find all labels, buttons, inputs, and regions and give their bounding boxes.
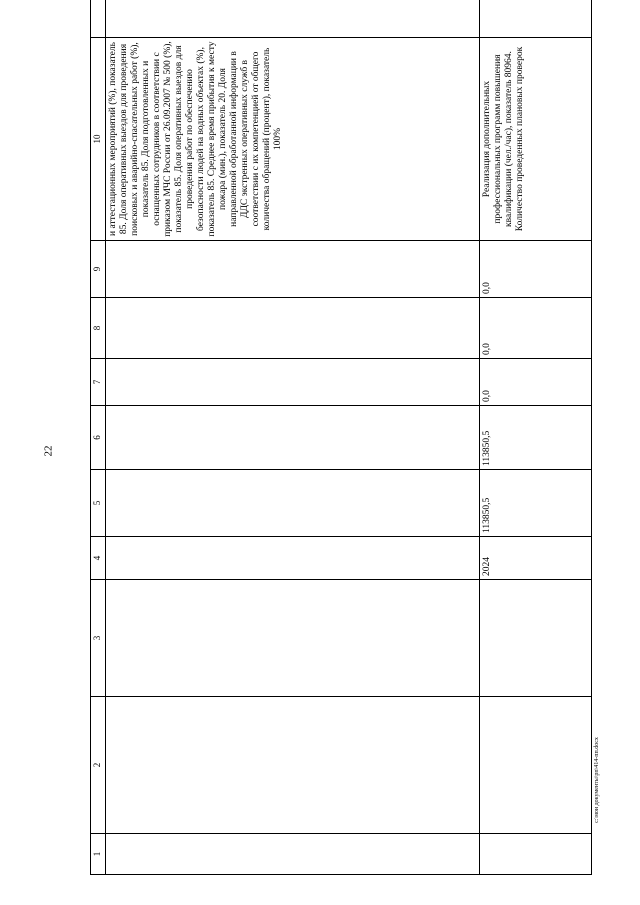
value-cell-7: 0,0 xyxy=(480,359,592,406)
table-row-2 xyxy=(480,0,592,875)
col-header-2: 2 xyxy=(91,697,106,834)
value-cell-9: 0,0 xyxy=(480,241,592,298)
col-header-9: 9 xyxy=(91,241,106,298)
col-header-4: 4 xyxy=(91,537,106,580)
cell xyxy=(106,298,480,359)
cell xyxy=(480,697,592,834)
file-path-footer: c:\мои документы\рп\414-пп.docx xyxy=(594,737,600,823)
cell xyxy=(106,359,480,406)
col-header-5: 5 xyxy=(91,470,106,537)
rotated-table-frame xyxy=(90,20,592,875)
col-header-6: 6 xyxy=(91,406,106,470)
budget-cell: 113850,5 xyxy=(480,406,592,470)
cell xyxy=(106,406,480,470)
year-cell: 2024 xyxy=(480,537,592,580)
col-header-1: 1 xyxy=(91,834,106,875)
col-header-7: 7 xyxy=(91,359,106,406)
page-number: 22 xyxy=(42,445,55,457)
table-row-1 xyxy=(106,0,480,875)
cell xyxy=(106,537,480,580)
col-header-11 xyxy=(91,0,106,38)
cell xyxy=(106,470,480,537)
cell xyxy=(480,834,592,875)
budget-table xyxy=(90,0,592,875)
indicators-cell: и аттестационных мероприятий (%), показатель 85. Доля оперативных выездов для проведения поисковых и аварийно-спасательных работ (%), показатель 85. Доля подготовленных и оснащенных сотрудников в соответствии с приказом МЧС России от 26.09.2007 № 500 (%), показатель 85. Доля оперативных выездов для проведения работ по обеспечению безопасности людей на водных объектах (%), показатель 85. Среднее время прибытия к месту пожара (мин.), показатель 20. Доля направленной обработанной информации в ДДС экстренных оперативных служб в соответствии с их компетенцией от общего количества обращений (процент), показатель 100% xyxy=(106,38,480,241)
total-cell: 113850,5 xyxy=(480,470,592,537)
cell xyxy=(106,834,480,875)
cell xyxy=(106,241,480,298)
col-header-3: 3 xyxy=(91,580,106,697)
cell xyxy=(480,0,592,38)
value-cell-8: 0,0 xyxy=(480,298,592,359)
indicators-cell: Реализация дополнительных профессиональных программ повышения квалификации (чел./час), показатель 80964. Количество проведенных плановых проверок xyxy=(480,38,592,241)
col-header-8: 8 xyxy=(91,298,106,359)
cell xyxy=(480,580,592,697)
header-row xyxy=(91,0,106,875)
cell xyxy=(106,697,480,834)
cell xyxy=(106,0,480,38)
cell xyxy=(106,580,480,697)
col-header-10: 10 xyxy=(91,38,106,241)
